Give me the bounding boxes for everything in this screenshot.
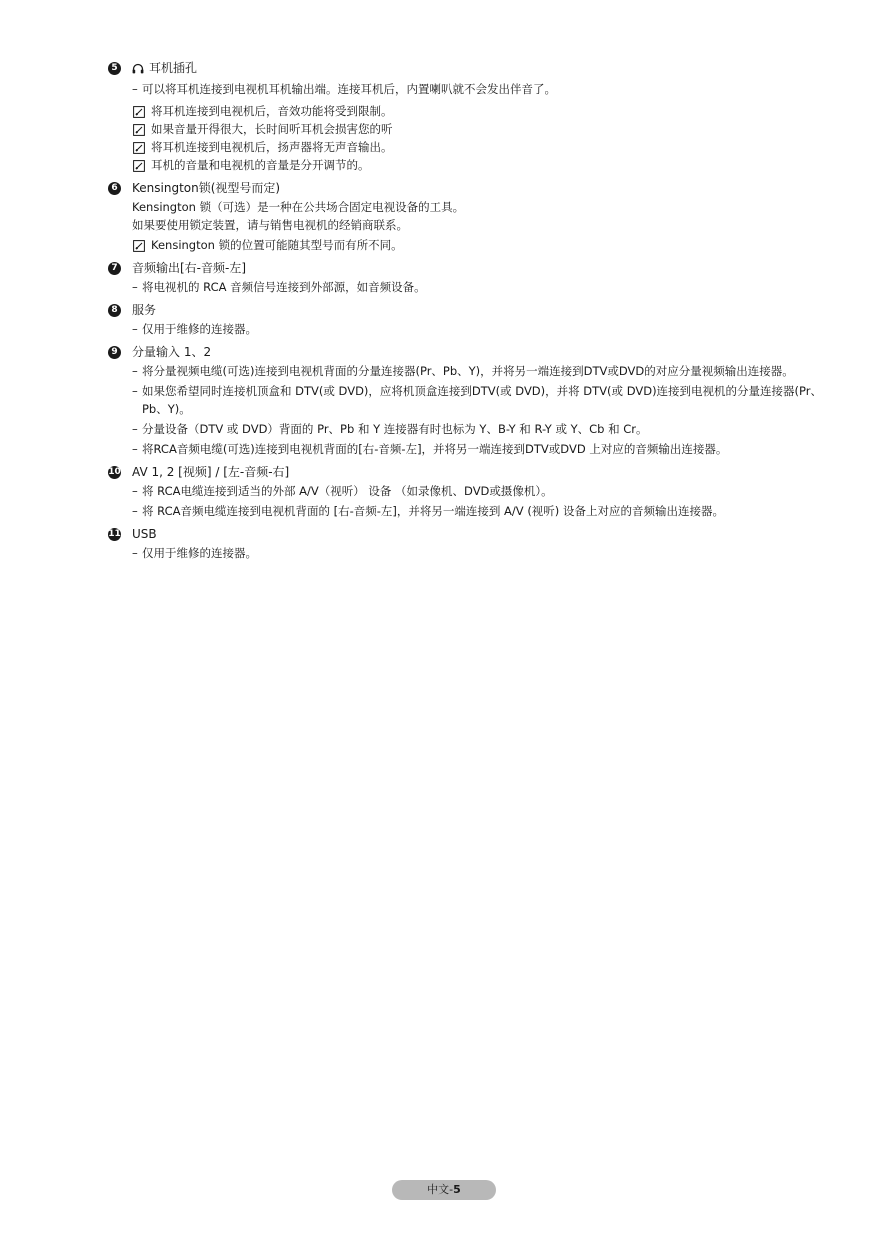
note-icon [133,239,145,257]
section-number: 10 [108,467,121,477]
page-number: 5 [453,1183,461,1196]
section-service [108,301,828,338]
bullet-text: – 将分量视频电缆(可选)连接到电视机背面的分量连接器(Pr、Pb、Y)，并将另一端连接到DTV或DVD的对应分量视频输出连接器。 [132,362,828,380]
bullet-text: – 仅用于维修的连接器。 [132,320,828,338]
section-headphone-jack [108,59,828,174]
note-icon [133,159,145,177]
bullet-text: – 将RCA音频电缆(可选)连接到电视机背面的[右-音频-左]，并将另一端连接到DTV或DVD 上对应的音频输出连接器。 [132,440,828,458]
section-number: 9 [108,346,121,359]
note-item [132,120,828,138]
bullet-text: – 可以将耳机连接到电视机耳机输出端。连接耳机后，内置喇叭就不会发出伴音了。 [132,80,828,98]
section-audio-out [108,259,828,296]
body-text: Kensington 锁（可选）是一种在公共场合固定电视设备的工具。 [132,200,465,214]
section-av-in [108,463,828,520]
section-number: 11 [108,529,121,539]
section-title: 分量输入 1、2 [132,345,212,359]
section-kensington-lock [108,179,828,254]
note-item [132,236,828,254]
note-item [132,102,828,120]
section-title: 耳机插孔 [149,61,198,75]
note-text: 将耳机连接到电视机后，音效功能将受到限制。 [151,104,393,118]
note-item [132,156,828,174]
note-text: 如果音量开得很大，长时间听耳机会损害您的听 [151,122,393,136]
bullet-text: – 分量设备（DTV 或 DVD）背面的 Pr、Pb 和 Y 连接器有时也标为 Y、B-Y 和 R-Y 或 Y、Cb 和 Cr。 [132,420,828,438]
section-title: Kensington锁(视型号而定) [132,181,281,195]
section-number: 6 [108,182,121,195]
section-title: 服务 [132,303,157,317]
section-title: USB [132,527,157,541]
note-text: 将耳机连接到电视机后，扬声器将无声音输出。 [151,140,393,154]
bullet-text: – 将 RCA电缆连接到适当的外部 A/V（视听） 设备 （如录像机、DVD或摄像机）。 [132,482,828,500]
section-title: AV 1, 2 [视频] / [左-音频-右] [132,465,290,479]
bullet-text: – 将电视机的 RCA 音频信号连接到外部源，如音频设备。 [132,278,828,296]
note-text: 耳机的音量和电视机的音量是分开调节的。 [151,158,370,172]
section-usb [108,525,828,562]
section-number: 7 [108,262,121,275]
bullet-text: – 将 RCA音频电缆连接到电视机背面的 [右-音频-左]，并将另一端连接到 A/V (视听) 设备上对应的音频输出连接器。 [132,502,828,520]
note-item [132,138,828,156]
manual-content [108,59,828,567]
page-language-label: 中文- [427,1183,454,1196]
section-number: 8 [108,304,121,317]
page-number-badge [392,1180,496,1200]
body-text: 如果要使用锁定装置，请与销售电视机的经销商联系。 [132,218,408,232]
headphone-icon [132,61,144,80]
note-text: Kensington 锁的位置可能随其型号而有所不同。 [151,238,403,252]
section-number: 5 [108,62,121,75]
bullet-text: – 如果您希望同时连接机顶盒和 DTV(或 DVD)，应将机顶盒连接到DTV(或 DVD)，并将 DTV(或 DVD)连接到电视机的分量连接器(Pr、Pb、Y)。 [132,382,828,418]
bullet-text: – 仅用于维修的连接器。 [132,544,828,562]
section-title: 音频输出[右-音频-左] [132,261,247,275]
section-component-in [108,343,828,458]
